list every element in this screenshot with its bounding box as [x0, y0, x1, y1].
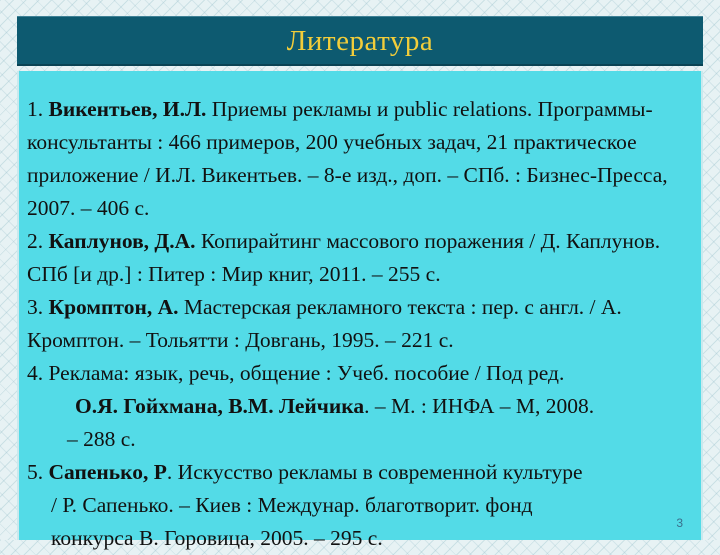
reference-line-3: конкурса В. Горовица, 2005. – 295 с.	[51, 526, 383, 550]
reference-number: 5.	[27, 460, 44, 484]
reference-author: Викентьев, И.Л.	[48, 97, 207, 121]
reference-number: 3.	[27, 295, 44, 319]
reference-item-2	[27, 225, 691, 291]
reference-text: Реклама: язык, речь, общение : Учеб. пособие / Под ред.	[43, 361, 565, 385]
title-bar	[17, 16, 703, 66]
reference-item-4	[27, 357, 691, 456]
reference-editors: О.Я. Гойхмана, В.М. Лейчика	[75, 394, 365, 418]
reference-continuation-2: – 288 с.	[67, 427, 136, 451]
reference-author: Кромптон, А.	[48, 295, 179, 319]
reference-text-after: . – М. : ИНФА – М, 2008.	[364, 394, 595, 418]
reference-author: Сапенько, Р	[48, 460, 167, 484]
reference-text: Приемы рекламы и public relations. Программы-консультанты : 466 примеров, 200 учебных задач, 21 практическое приложение / И.Л. Викентьев. – 8-е изд., доп. – СПб. : Бизнес-Пресса, 2007. – 406 с.	[27, 97, 668, 220]
reference-list	[19, 71, 701, 555]
slide-title: Литература	[286, 25, 434, 57]
content-panel	[17, 71, 703, 550]
reference-text: Копирайтинг массового поражения / Д. Каплунов. СПб [и др.] : Питер : Мир книг, 2011. – 255 с.	[27, 229, 661, 286]
reference-continuation	[27, 390, 691, 423]
reference-text: . Искусство рекламы в современной культуре	[166, 460, 583, 484]
page-number: 3	[676, 516, 683, 530]
reference-text: Мастерская рекламного текста : пер. с англ. / А. Кромптон. – Тольятти : Довгань, 1995. – 221 с.	[27, 295, 622, 352]
reference-number: 4.	[27, 361, 44, 385]
reference-item-1	[27, 93, 691, 225]
reference-number: 1.	[27, 97, 44, 121]
reference-line-2: / Р. Сапенько. – Киев : Междунар. благотворит. фонд	[51, 493, 533, 517]
reference-item-3	[27, 291, 691, 357]
reference-author: Каплунов, Д.А.	[48, 229, 196, 253]
reference-number: 2.	[27, 229, 44, 253]
reference-item-5	[27, 456, 691, 555]
